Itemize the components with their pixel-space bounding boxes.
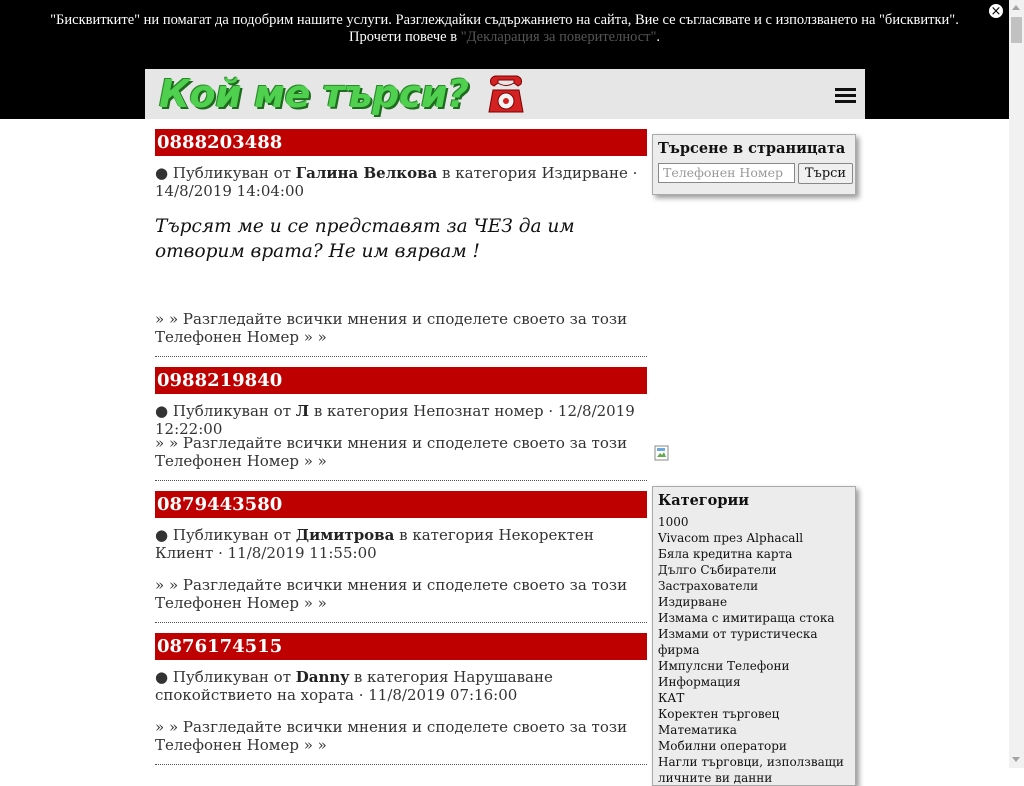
telephone-icon [485, 70, 527, 116]
scroll-down-icon[interactable] [1012, 757, 1020, 762]
category-link[interactable]: Информация [658, 675, 741, 689]
categories-list [658, 514, 853, 786]
category-link[interactable]: Измами от туристическа фирма [658, 627, 818, 657]
post-meta-prefix: ● Публикуван от [155, 164, 296, 182]
cookie-close-icon[interactable]: × [988, 3, 1004, 19]
scroll-thumb[interactable] [1011, 17, 1022, 43]
menu-icon[interactable] [835, 88, 856, 104]
search-input[interactable]: Телефонен Номер [658, 163, 795, 183]
post-meta [155, 668, 647, 704]
category-link[interactable]: Дълго Събиратели [658, 563, 777, 577]
post-phone-number[interactable]: 0876174515 [155, 633, 647, 660]
post-meta [155, 526, 647, 562]
category-link[interactable]: КАТ [658, 691, 685, 705]
cookie-text-more [0, 28, 1009, 46]
view-all-link[interactable]: » » Разгледайте всички мнения и споделете своето за този Телефонен Номер » » [155, 310, 628, 346]
post-meta [155, 164, 647, 200]
post-meta-details: в категория Издирване · 14/8/2019 14:04:00 [155, 164, 638, 200]
category-link[interactable]: Издирване [658, 595, 728, 609]
post-author: Димитрова [295, 526, 395, 544]
post-meta-details: в категория Нарушаване спокойствието на хората · 11/8/2019 07:16:00 [155, 668, 553, 704]
page-scrollbar[interactable] [1009, 0, 1024, 768]
post-meta [155, 402, 647, 438]
divider [155, 622, 647, 623]
category-link[interactable]: Мобилни оператори [658, 739, 787, 753]
site-logo[interactable]: Кой ме търси? [159, 72, 469, 116]
category-link[interactable]: Vivacom през Alphacall [658, 531, 804, 545]
view-all-link[interactable]: » » Разгледайте всички мнения и споделете своето за този Телефонен Номер » » [155, 434, 628, 470]
divider [155, 764, 647, 765]
divider [155, 480, 647, 481]
post-author: Danny [295, 668, 350, 686]
post-meta-details: в категория Непознат номер · 12/8/2019 12:22:00 [155, 402, 635, 438]
post-meta-details: в категория Некоректен Клиент · 11/8/2019 11:55:00 [155, 526, 594, 562]
post-item [155, 129, 647, 264]
cookie-text: "Бисквитките" ни помагат да подобрим нашите услуги. Разглеждайки съдържанието на сайта, Вие се съгласявате и с използването на "бисквитки". [50, 12, 959, 28]
post-author: Галина Велкова [295, 164, 438, 182]
view-all-link[interactable]: » » Разгледайте всички мнения и споделете своето за този Телефонен Номер » » [155, 718, 628, 754]
post-body: Търсят ме и се представят за ЧЕЗ да им отворим врата? Не им вярвам ! [155, 216, 575, 262]
privacy-link[interactable]: "Декларация за поверителност" [460, 29, 657, 45]
category-link[interactable]: Бяла кредитна карта [658, 547, 793, 561]
category-link[interactable]: Математика [658, 723, 737, 737]
scroll-up-icon[interactable] [1012, 5, 1020, 10]
search-widget [652, 134, 856, 195]
cookie-more-suffix: . [656, 29, 661, 45]
categories-widget [652, 486, 856, 786]
post-item [155, 491, 647, 562]
view-all-link[interactable]: » » Разгледайте всички мнения и споделете своето за този Телефонен Номер » » [155, 576, 628, 612]
post-item [155, 367, 647, 438]
search-title: Търсене в страницата [658, 140, 846, 157]
post-meta-prefix: ● Публикуван от [155, 526, 296, 544]
post-phone-number[interactable]: 0879443580 [155, 491, 647, 518]
post-meta-prefix: ● Публикуван от [155, 668, 296, 686]
category-link[interactable]: 1000 [658, 515, 689, 529]
category-link[interactable]: Коректен търговец [658, 707, 780, 721]
broken-image-icon [654, 445, 670, 461]
categories-title: Категории [658, 492, 750, 509]
category-link[interactable]: Нагли търговци, използващи личните ви данни [658, 755, 844, 785]
category-link[interactable]: Импулсни Телефони [658, 659, 790, 673]
search-button[interactable]: Търси [798, 163, 853, 184]
divider [155, 356, 647, 357]
post-phone-number[interactable]: 0988219840 [155, 367, 647, 394]
post-meta-prefix: ● Публикуван от [155, 402, 296, 420]
site-header [145, 69, 865, 119]
post-author: Л [295, 402, 310, 420]
cookie-more-prefix: Прочети повече в [348, 29, 461, 45]
post-phone-number[interactable]: 0888203488 [155, 129, 647, 156]
category-link[interactable]: Застрахователи [658, 579, 759, 593]
post-item [155, 633, 647, 704]
category-link[interactable]: Измама с имитираща стока [658, 611, 835, 625]
